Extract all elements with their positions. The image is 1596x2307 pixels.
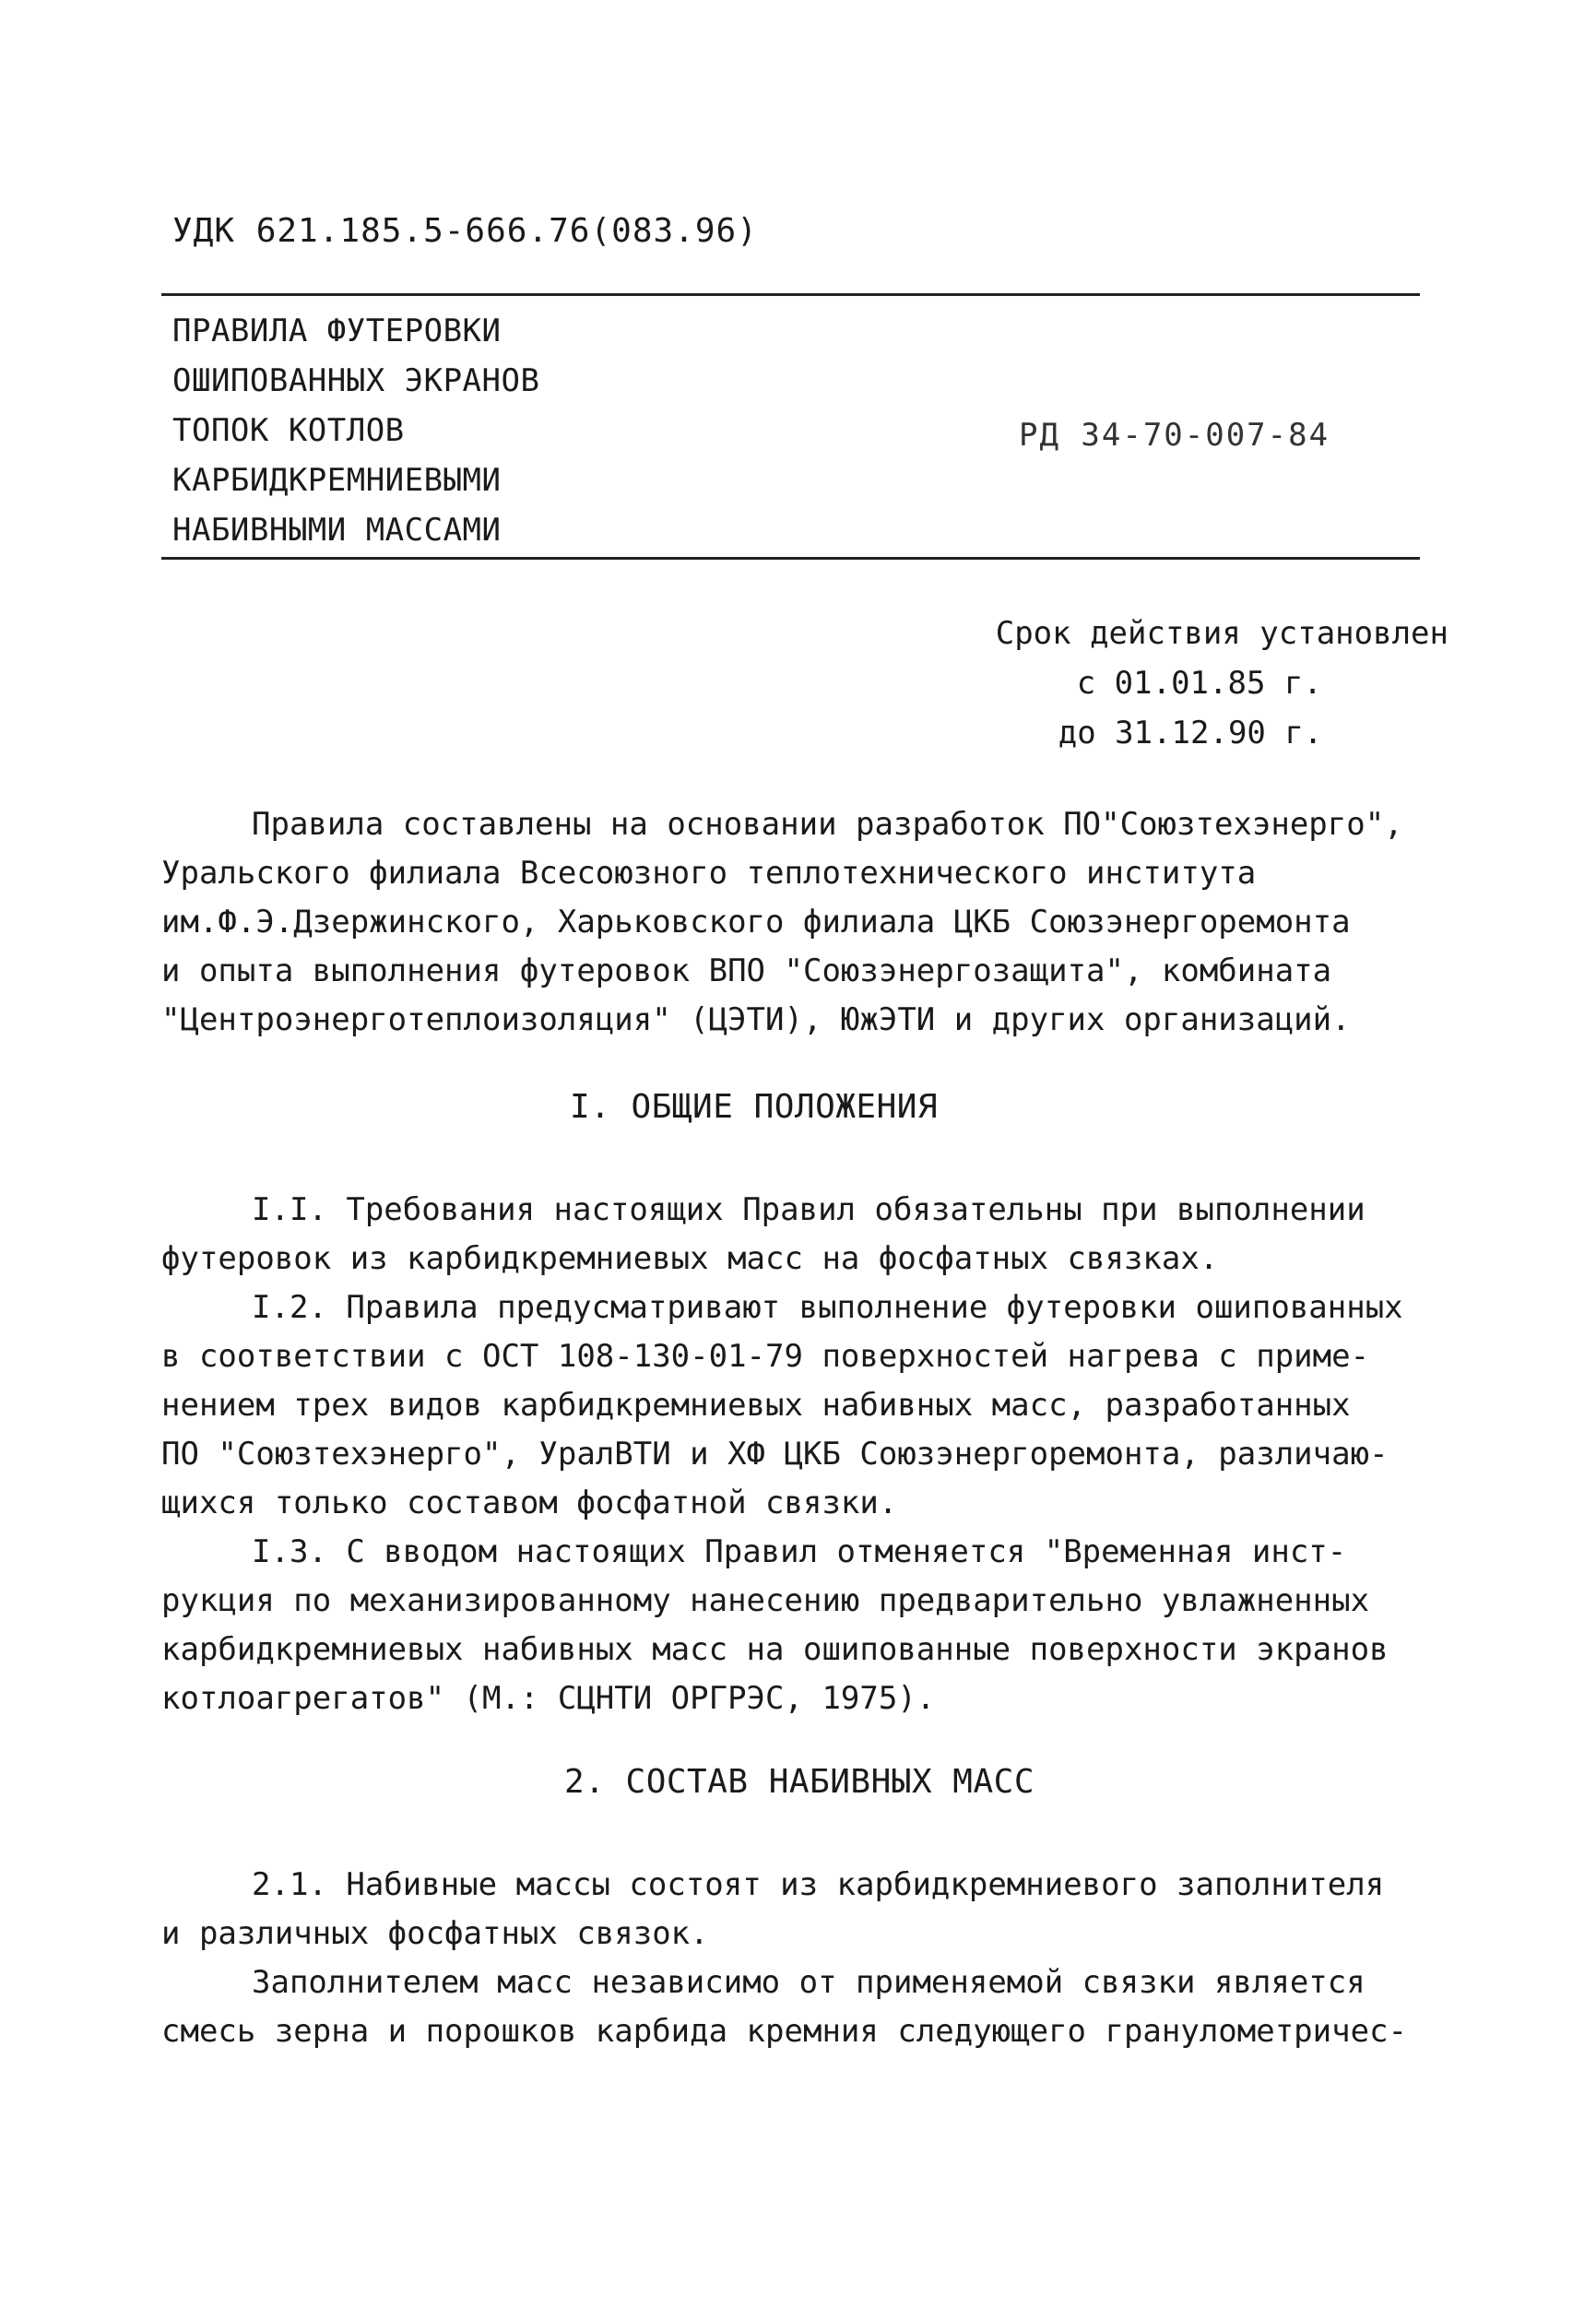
text-line: и различных фосфатных связок. bbox=[161, 1915, 709, 1952]
text-line: I.3. С вводом настоящих Правил отменяется "Временная инст- bbox=[252, 1533, 1347, 1570]
text-line: щихся только составом фосфатной связки. bbox=[161, 1485, 898, 1521]
paragraph-1-1 bbox=[161, 1186, 1452, 1284]
text-line: и опыта выполнения футеровок ВПО "Союзэнергозащита", комбината bbox=[161, 952, 1332, 989]
intro-paragraph bbox=[161, 800, 1452, 1045]
paragraph-2-2 bbox=[161, 1958, 1452, 2056]
text-line: в соответствии с ОСТ 108-130-01-79 поверхностей нагрева с приме- bbox=[161, 1338, 1370, 1375]
text-line: Заполнителем масс независимо от применяемой связки является bbox=[252, 1964, 1365, 2001]
title-bottom-rule bbox=[161, 557, 1420, 560]
title-line: ОШИПОВАННЫХ ЭКРАНОВ bbox=[172, 362, 540, 399]
text-line: Уральского филиала Всесоюзного теплотехнического института bbox=[161, 855, 1257, 892]
text-line: I.I. Требования настоящих Правил обязательны при выполнении bbox=[252, 1191, 1365, 1228]
text-line: футеровок из карбидкремниевых масс на фосфатных связках. bbox=[161, 1240, 1219, 1277]
validity-label: Срок действия установлен bbox=[995, 615, 1448, 652]
text-line: ПО "Союзтехэнерго", УралВТИ и ХФ ЦКБ Союзэнергоремонта, различаю- bbox=[161, 1436, 1389, 1473]
title-line: ТОПОК КОТЛОВ bbox=[172, 412, 405, 449]
validity-from: с 01.01.85 г. bbox=[1076, 665, 1322, 702]
validity-to: до 31.12.90 г. bbox=[1058, 715, 1323, 751]
title-line: ПРАВИЛА ФУТЕРОВКИ bbox=[172, 313, 502, 349]
title-line: НАБИВНЫМИ МАССАМИ bbox=[172, 512, 502, 549]
udk-code: УДК 621.185.5-666.76(083.96) bbox=[172, 212, 758, 250]
text-line: нением трех видов карбидкремниевых набивных масс, разработанных bbox=[161, 1387, 1351, 1424]
text-line: карбидкремниевых набивных масс на ошипованные поверхности экранов bbox=[161, 1631, 1389, 1668]
paragraph-1-3 bbox=[161, 1528, 1452, 1723]
text-line: котлоагрегатов" (М.: СЦНТИ ОРГРЭС, 1975). bbox=[161, 1680, 936, 1717]
validity-period bbox=[996, 609, 1448, 758]
text-line: им.Ф.Э.Дзержинского, Харьковского филиала ЦКБ Союзэнергоремонта bbox=[161, 904, 1351, 941]
text-line: 2.1. Набивные массы состоят из карбидкремниевого заполнителя bbox=[252, 1866, 1385, 1903]
text-line: "Центроэнерготеплоизоляция" (ЦЭТИ), ЮжЭТИ и других организаций. bbox=[161, 1001, 1351, 1038]
text-line: рукция по механизированному нанесению предварительно увлажненных bbox=[161, 1582, 1370, 1619]
text-line: смесь зерна и порошков карбида кремния следующего гранулометричес- bbox=[161, 2013, 1408, 2050]
title-top-rule bbox=[161, 293, 1420, 296]
document-title bbox=[172, 306, 539, 555]
title-line: КАРБИДКРЕМНИЕВЫМИ bbox=[172, 462, 502, 499]
document-code: РД 34-70-007-84 bbox=[1019, 417, 1330, 454]
section-2-heading: 2. СОСТАВ НАБИВНЫХ МАСС bbox=[564, 1763, 1034, 1801]
text-line: I.2. Правила предусматривают выполнение футеровки ошипованных bbox=[252, 1289, 1403, 1326]
section-1-heading: I. ОБЩИЕ ПОЛОЖЕНИЯ bbox=[570, 1088, 939, 1126]
paragraph-1-2 bbox=[161, 1284, 1452, 1528]
paragraph-2-1 bbox=[161, 1861, 1452, 1958]
text-line: Правила составлены на основании разработок ПО"Союзтехэнерго", bbox=[252, 806, 1403, 843]
